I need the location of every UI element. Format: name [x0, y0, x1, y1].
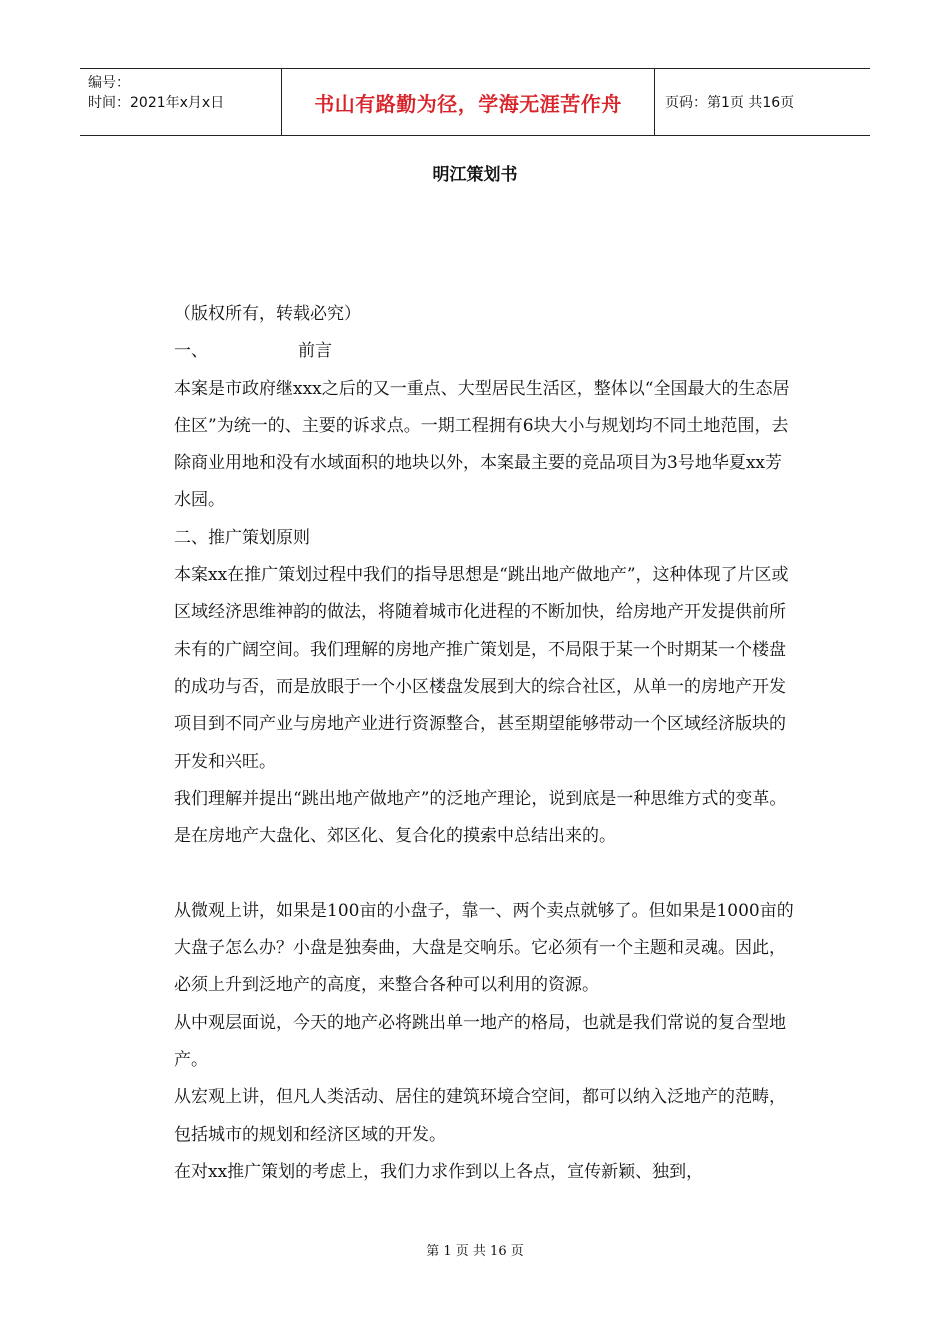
- document-number-label: 编号：: [88, 75, 130, 91]
- section-number: 一、: [174, 341, 208, 362]
- paragraph-theory: 我们理解并提出“跳出地产做地产”的泛地产理论，说到底是一种思维方式的变革。是在房地产大盘化、郊区化、复合化的摸索中总结出来的。: [174, 788, 787, 847]
- paragraph-macro: 从宏观上讲，但凡人类活动、居住的建筑环境合空间，都可以纳入泛地产的范畴，包括城市的规划和经济区域的开发。: [174, 1087, 786, 1145]
- section-title: 前言: [298, 341, 332, 362]
- paragraph-micro: 从微观上讲，如果是100亩的小盘子，靠一、两个卖点就够了。但如果是1000亩的大盘子怎么办？小盘是独奏曲，大盘是交响乐。它必须有一个主题和灵魂。因此，必须上升到泛地产的高度，来整合各种可以利用的资源。: [174, 900, 794, 996]
- header-table: [80, 68, 870, 136]
- document-body: [174, 296, 794, 1191]
- copyright-notice: （版权所有，转载必究）: [174, 304, 361, 324]
- header-motto-cell: [281, 69, 655, 135]
- paragraph-meso: 从中观层面说，今天的地产必将跳出单一地产的格局，也就是我们常说的复合型地产。: [174, 1012, 786, 1070]
- header-motto: 书山有路勤为径，学海无涯苦作舟: [314, 91, 622, 116]
- header-page-info: 页码：第1页 共16页: [665, 95, 795, 111]
- page-footer: 第 1 页 共 16 页: [426, 1244, 524, 1259]
- document-time-label: 时间：2021年x月x日: [88, 95, 225, 111]
- section-heading-preface: [174, 333, 794, 370]
- paragraph-principles: 本案xx在推广策划过程中我们的指导思想是“跳出地产做地产”，这种体现了片区或区域经济思维神韵的做法，将随着城市化进程的不断加快，给房地产开发提供前所未有的广阔空间。我们理解的房地产推广策划是，不局限于某一个时期某一个楼盘的成功与否，而是放眼于一个小区楼盘发展到大的综合社区，从单一的房地产开发项目到不同产业与房地产业进行资源整合，甚至期望能够带动一个区域经济版块的开发和兴旺。: [174, 565, 789, 772]
- header-page-cell: [655, 69, 870, 135]
- paragraph-summary: 在对xx推广策划的考虑上，我们力求作到以上各点，宣传新颖、独到，: [174, 1161, 704, 1182]
- paragraph-preface: 本案是市政府继xxx之后的又一重点、大型居民生活区，整体以“全国最大的生态居住区”为统一的、主要的诉求点。一期工程拥有6块大小与规划均不同土地范围，去除商业用地和没有水域面积的地块以外，本案最主要的竞品项目为3号地华夏xx芳水园。: [174, 378, 790, 511]
- blank-line: [174, 855, 794, 892]
- section-heading-principles: 二、推广策划原则: [174, 527, 310, 548]
- header-info-cell: [80, 69, 281, 135]
- document-title: 明江策划书: [432, 165, 518, 185]
